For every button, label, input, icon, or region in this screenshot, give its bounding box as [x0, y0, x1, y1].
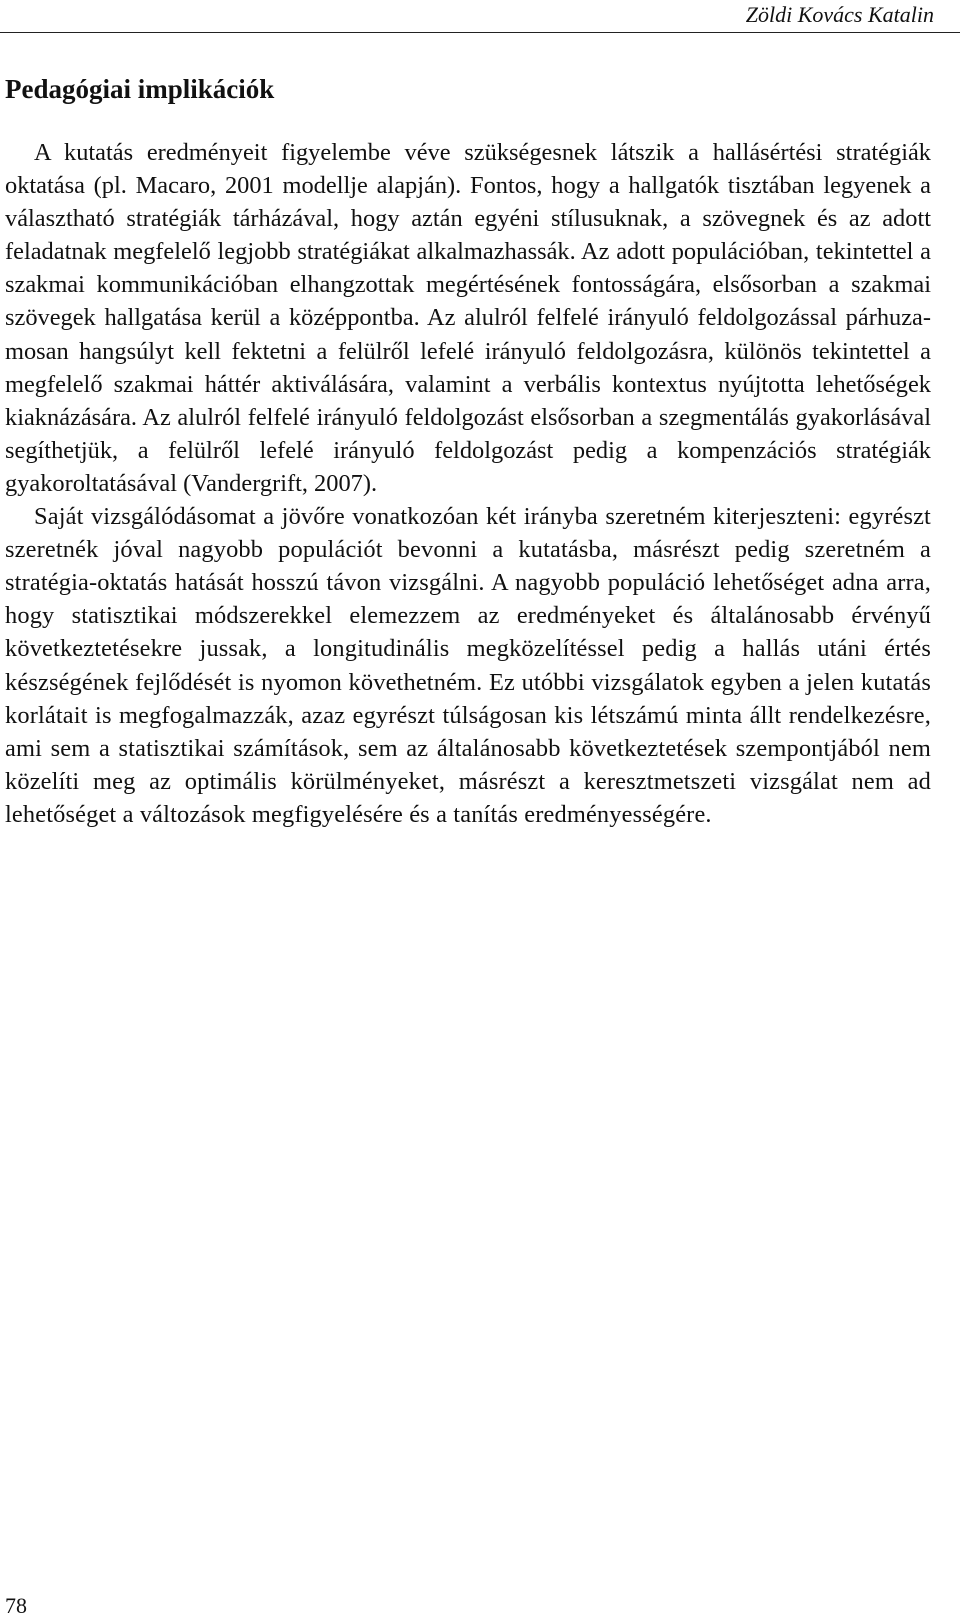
body-paragraph: Saját vizsgálódásomat a jövőre vonatkozóan két irányba szeretném kiterjeszteni: egyrészt szeretnék jóval nagyobb populációt bevonni a kutatásba, másrészt pedig szeretném a stratégia-oktatás hatását hosszú távon vizsgálni. A nagyobb populáció lehetőséget adna arra, hogy statisztikai módszerekkel elemezzem az eredményeket és általánosabb érvényű következtetésekre jussak, a longitudinális megközelítéssel pedig a hallás utáni értés készségének fejlődését is nyomon követhetném. Ez utóbbi vizsgálatok egyben a jelen kutatás korlátait is megfogalmazzák, azaz egyrészt túlságosan kis létszámú minta állt rendelkezésre, ami sem a statisztikai számítások, sem az általánosabb következtetések szempontjából nem közelíti meg az optimális körülményeket, másrészt a keresztmetszeti vizsgálat nem ad lehetőséget a változások megfigyelésére és a tanítás eredményességére. [5, 503, 931, 828]
running-header [0, 0, 960, 33]
page-number: 78 [5, 1593, 27, 1618]
running-header-author: Zöldi Kovács Katalin [745, 2, 934, 27]
body-text [5, 136, 931, 831]
section-title: Pedagógiai implikációk [5, 74, 275, 104]
body-paragraph: A kutatás eredményeit figyelembe véve szükségesnek látszik a hallásértési stratégiák oktatása (pl. Macaro, 2001 modellje alapján). Fontos, hogy a hallgatók tisztában legyenek a választható stratégiák tárházával, hogy aztán egyéni stílusuknak, a szövegnek és az adott feladatnak megfelelő legjobb stratégiákat alkalmazhassák. Az adott populációban, tekintettel a szakmai kommunikációban elhangzottak megértésének fontosságára, elsősorban a szakmai szövegek hallgatása kerül a középpontba. Az alulról felfelé irányuló feldolgozással párhuzamosan hangsúlyt kell fektetni a felülről lefelé irányuló feldolgozásra, különös tekintettel a megfelelő szakmai háttér aktiválására, valamint a verbális kontextus nyújtotta lehetőségek kiaknázására. Az alulról felfelé irányuló feldolgozást elsősorban a szegmentálás gyakorlásával segíthetjük, a felülről lefelé irányuló feldolgozást pedig a kompenzációs stratégiák gyakoroltatásával (Vandergrift, 2007). [5, 139, 931, 497]
